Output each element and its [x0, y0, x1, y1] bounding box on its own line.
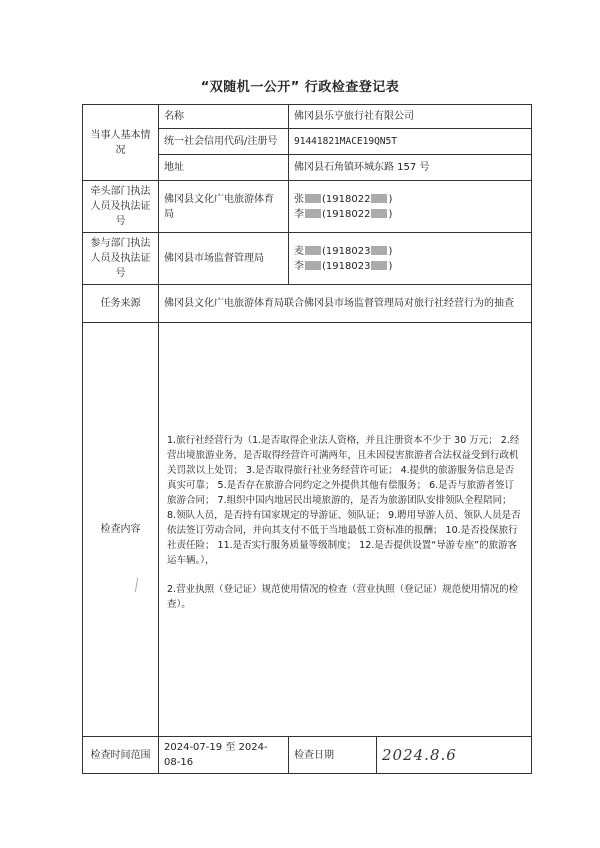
- lead-dept-label: 牵头部门执法人员及执法证号: [83, 181, 159, 233]
- inspection-date-label: 检查日期: [289, 737, 377, 774]
- name-value: 佛冈县乐亨旅行社有限公司: [289, 105, 532, 129]
- time-range-label: 检查时间范围: [83, 737, 159, 774]
- page-title: “双随机一公开” 行政检查登记表: [200, 80, 400, 95]
- row-task-source: [83, 285, 532, 323]
- redaction-mark: [305, 246, 321, 255]
- row-time-range: [83, 737, 532, 774]
- task-source-value: 佛冈县文化广电旅游体育局联合佛冈县市场监督管理局对旅行社经营行为的抽查: [159, 285, 532, 323]
- lead-officers: [289, 181, 532, 233]
- inspection-label: 检查内容: [83, 323, 159, 737]
- inspection-form-table: [82, 104, 532, 774]
- joint-dept-label: 参与部门执法人员及执法证号: [83, 233, 159, 285]
- redaction-mark: [371, 194, 387, 203]
- inspection-content: [159, 323, 532, 737]
- joint-officer-2: 李 (1918023 ): [294, 260, 393, 272]
- row-name: [83, 105, 532, 129]
- address-label: 地址: [159, 155, 289, 181]
- task-source-label: 任务来源: [83, 285, 159, 323]
- joint-officer-1: 麦 (1918023 ): [294, 245, 393, 257]
- time-range-value: 2024-07-19 至 2024-08-16: [159, 737, 289, 774]
- name-label: 名称: [159, 105, 289, 129]
- row-lead-dept: [83, 181, 532, 233]
- joint-dept-name: 佛冈县市场监督管理局: [159, 233, 289, 285]
- redaction-mark: [371, 246, 387, 255]
- inspection-item-1: 1.旅行社经营行为（1.是否取得企业法人资格，并且注册资本不少于 30 万元； 2.经营出境旅游业务，是否取得经营许可满两年，且未因侵害旅游者合法权益受到行政机关罚款以上处罚； 3.是否取得旅行社业务经营许可证； 4.提供的旅游服务信息是否真实可靠； 5.是否存在旅游合同约定之外提供其他有偿服务； 6.是否与旅游者签订旅游合同； 7.组织中国内地居民出境旅游的，是否为旅游团队安排领队全程陪同； 8.领队人员，是否持有国家规定的导游证、领队证； 9.聘用导游人员、领队人员是否依法签订劳动合同，并向其支付不低于当地最低工资标准的报酬； 10.是否投保旅行社责任险； 11.是否实行服务质量等级制度； 12.是否提供设置“导游专座”的旅游客运车辆。），: [167, 435, 521, 566]
- lead-dept-name: 佛冈县文化广电旅游体育局: [159, 181, 289, 233]
- credit-value: 91441821MACE19QN5T: [289, 129, 532, 155]
- redaction-mark: [305, 194, 321, 203]
- redaction-mark: [305, 209, 321, 218]
- lead-officer-1: 张 (1918022 ): [294, 193, 393, 205]
- redaction-mark: [371, 209, 387, 218]
- party-info-label: 当事人基本情况: [83, 105, 159, 181]
- inspection-item-2: 2.营业执照（登记证）规范使用情况的检查（营业执照（登记证）规范使用情况的检查）。: [167, 584, 519, 610]
- row-inspection-content: [83, 323, 532, 737]
- redaction-mark: [305, 261, 321, 270]
- inspection-date-handwritten: 2024.8.6: [377, 737, 532, 774]
- address-value: 佛冈县石角镇环城东路 157 号: [289, 155, 532, 181]
- credit-label: 统一社会信用代码/注册号: [159, 129, 289, 155]
- redaction-mark: [371, 261, 387, 270]
- joint-officers: [289, 233, 532, 285]
- lead-officer-2: 李 (1918022 ): [294, 208, 393, 220]
- row-joint-dept: [83, 233, 532, 285]
